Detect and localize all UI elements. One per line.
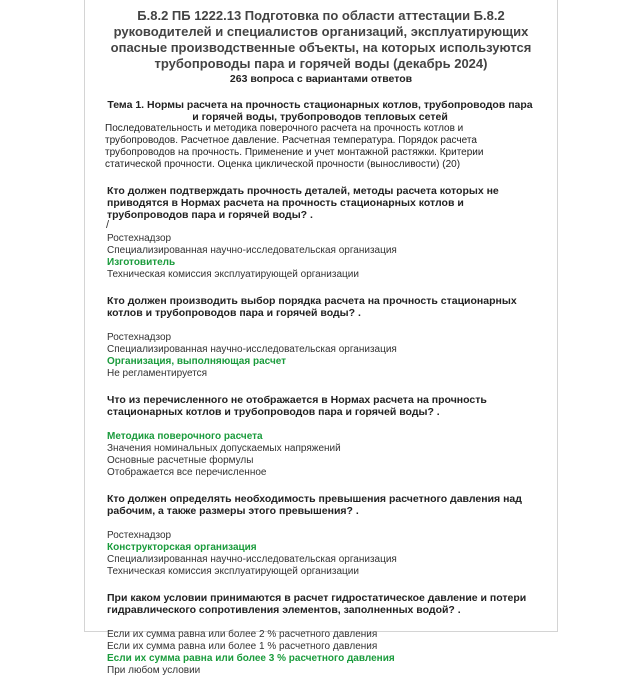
correct-answer-option: Методика поверочного расчета xyxy=(107,431,263,442)
answer-option: Ростехнадзор xyxy=(107,530,172,541)
document-title: Б.8.2 ПБ 1222.13 Подготовка по области аттестации Б.8.2 руководителей и специалистов организаций, эксплуатирующих опасные производственные объекты, на которых используются трубопроводы пара и горячей воды (декабрь 2024) xyxy=(110,8,532,71)
question-block xyxy=(107,295,537,380)
answer-list xyxy=(107,629,537,677)
correct-answer-option: Организация, выполняющая расчет xyxy=(107,356,287,367)
answer-option: Основные расчетные формулы xyxy=(107,455,254,466)
topic-title: Тема 1. Нормы расчета на прочность стационарных котлов, трубопроводов пара и горячей воды, трубопроводов тепловых сетей xyxy=(107,99,533,123)
answer-option: Специализированная научно-исследовательская организация xyxy=(107,554,397,565)
document-subtitle: 263 вопроса с вариантами ответов xyxy=(229,73,413,85)
document-page xyxy=(84,0,558,676)
question-text: Что из перечисленного не отображается в Нормах расчета на прочность стационарных котлов и трубопроводов пара и горячей воды? . xyxy=(107,394,487,418)
question-text: Кто должен подтверждать прочность деталей, методы расчета которых не приводятся в Нормах расчета на прочность стационарных котлов и трубопроводов пара и горячей воды? . xyxy=(107,185,499,221)
answer-option: Техническая комиссия эксплуатирующей организации xyxy=(107,269,359,280)
answer-option: Специализированная научно-исследовательская организация xyxy=(107,344,397,355)
answer-option: Ростехнадзор xyxy=(107,332,172,343)
question-text: При каком условии принимаются в расчет гидростатическое давление и потери гидравлического сопротивления элементов, заполненных водой? . xyxy=(107,592,527,616)
question-block xyxy=(107,493,537,578)
answer-list xyxy=(107,233,537,281)
document-header xyxy=(85,8,557,86)
correct-answer-option: Если их сумма равна или более 3 % расчетного давления xyxy=(107,653,395,664)
text-cursor-mark: / xyxy=(106,219,110,231)
answer-option: Ростехнадзор xyxy=(107,233,172,244)
answer-option: Техническая комиссия эксплуатирующей организации xyxy=(107,566,359,577)
correct-answer-option: Изготовитель xyxy=(107,257,176,268)
question-block xyxy=(107,592,537,677)
answer-option: Если их сумма равна или более 2 % расчетного давления xyxy=(107,629,378,640)
answer-list xyxy=(107,530,537,578)
topic-description: Последовательность и методика поверочного расчета на прочность котлов и трубопроводов. Расчетное давление. Расчетная температура. Порядок расчета трубопроводов на прочность. Применение и учет монтажной растяжки. Критерии статической прочности. Оценка циклической прочности (выносливости) (20) xyxy=(105,123,484,170)
question-list xyxy=(85,185,557,677)
answer-option: При любом условии xyxy=(107,665,201,676)
answer-option: Специализированная научно-исследовательская организация xyxy=(107,245,397,256)
answer-option: Не регламентируется xyxy=(107,368,208,379)
answer-option: Отображается все перечисленное xyxy=(107,467,267,478)
question-text: Кто должен производить выбор порядка расчета на прочность стационарных котлов и трубопроводов пара и горячей воды? . xyxy=(107,295,517,319)
question-block xyxy=(107,394,537,479)
answer-option: Если их сумма равна или более 1 % расчетного давления xyxy=(107,641,378,652)
question-text: Кто должен определять необходимость превышения расчетного давления над рабочим, а также размеры этого превышения? . xyxy=(107,493,522,517)
answer-list xyxy=(107,431,537,479)
question-block xyxy=(107,185,537,281)
answer-option: Значения номинальных допускаемых напряжений xyxy=(107,443,341,454)
topic-section xyxy=(85,99,557,171)
correct-answer-option: Конструкторская организация xyxy=(107,542,257,553)
answer-list xyxy=(107,332,537,380)
